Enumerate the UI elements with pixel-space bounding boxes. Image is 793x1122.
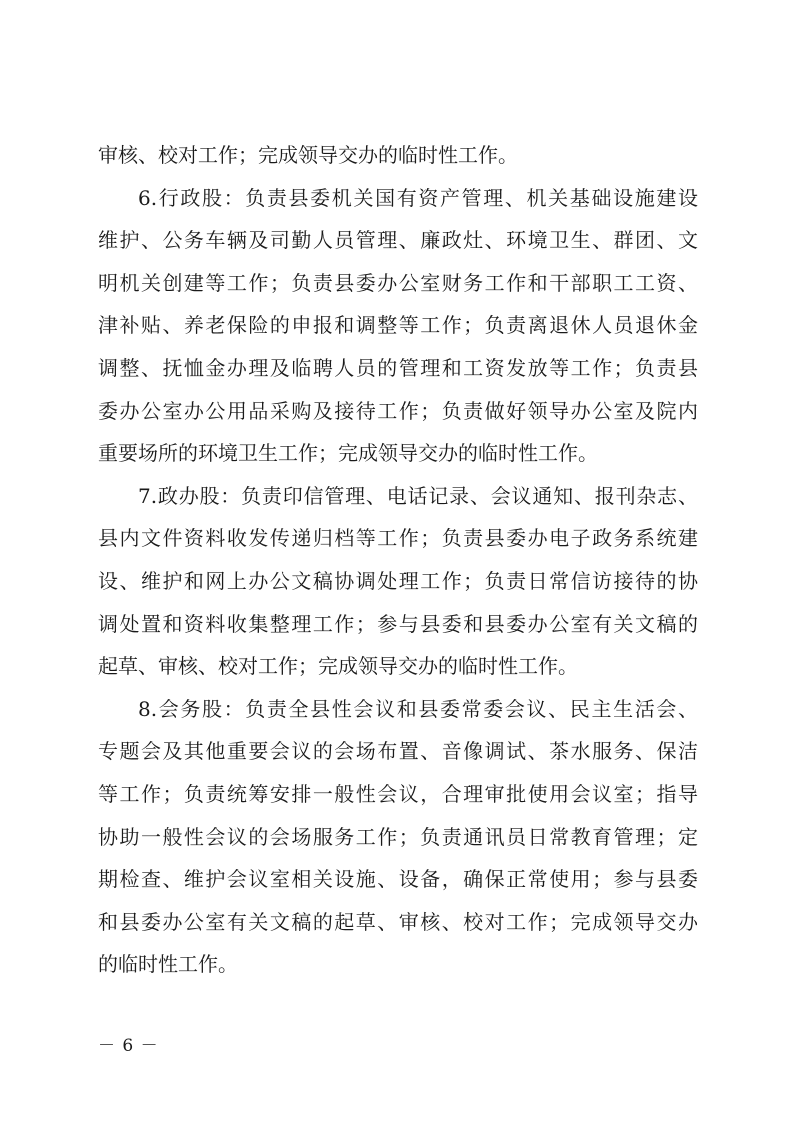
text-line: 调整、抚恤金办理及临聘人员的管理和工资发放等工作；负责县: [98, 355, 698, 380]
body-text: [98, 134, 698, 986]
text-line: 7.政办股：负责印信管理、电话记录、会议通知、报刊杂志、: [138, 483, 698, 508]
text-line: 审核、校对工作；完成领导交办的临时性工作。: [98, 143, 518, 167]
text-line: 和县委办公室有关文稿的起草、审核、校对工作；完成领导交办: [98, 909, 698, 934]
text-line: 津补贴、养老保险的申报和调整等工作；负责离退休人员退休金: [98, 313, 698, 338]
text-line: 调处置和资料收集整理工作；参与县委和县委办公室有关文稿的: [98, 611, 698, 636]
text-line: 等工作；负责统筹安排一般性会议，合理审批使用会议室；指导: [98, 781, 698, 806]
text-line: 的临时性工作。: [98, 952, 238, 977]
text-line: 明机关创建等工作；负责县委办公室财务工作和干部职工工资、: [98, 270, 698, 295]
text-line: 维护、公务车辆及司勤人员管理、廉政灶、环境卫生、群团、文: [98, 228, 698, 253]
text-line: 起草、审核、校对工作；完成领导交办的临时性工作。: [98, 654, 578, 679]
text-line: 重要场所的环境卫生工作；完成领导交办的临时性工作。: [98, 441, 598, 466]
text-line: 县内文件资料收发传递归档等工作；负责县委办电子政务系统建: [98, 526, 698, 551]
text-line: 专题会及其他重要会议的会场布置、音像调试、茶水服务、保洁: [98, 739, 698, 764]
text-line: 协助一般性会议的会场服务工作；负责通讯员日常教育管理；定: [98, 824, 698, 849]
text-line: 委办公室办公用品采购及接待工作；负责做好领导办公室及院内: [98, 398, 698, 423]
text-line: 8.会务股：负责全县性会议和县委常委会议、民主生活会、: [138, 696, 698, 721]
text-line: 设、维护和网上办公文稿协调处理工作；负责日常信访接待的协: [98, 568, 698, 593]
page-number: － 6 －: [98, 1036, 159, 1056]
text-line: 6.行政股：负责县委机关国有资产管理、机关基础设施建设: [138, 185, 698, 210]
text-line: 期检查、维护会议室相关设施、设备，确保正常使用；参与县委: [98, 867, 698, 892]
